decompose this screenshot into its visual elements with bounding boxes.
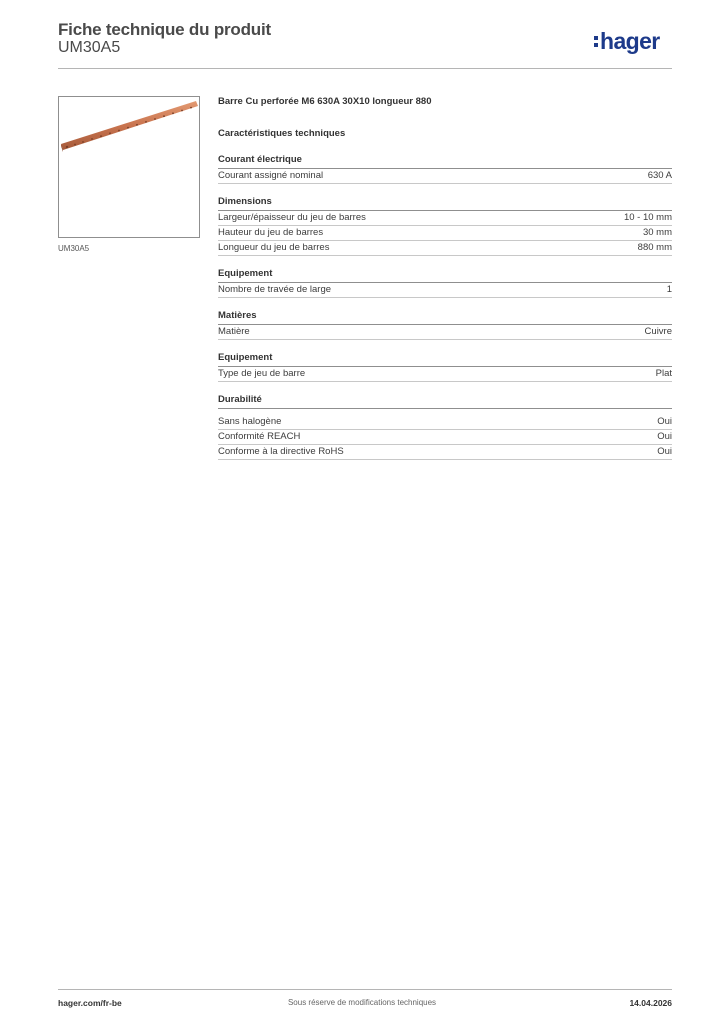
characteristics-heading: Caractéristiques techniques	[218, 128, 346, 139]
group-title: Equipement	[218, 268, 672, 283]
spec-row	[218, 283, 672, 298]
spec-label: Longueur du jeu de barres	[218, 242, 330, 253]
logo-dots-icon	[594, 36, 598, 47]
page-title: Fiche technique du produit	[58, 20, 271, 39]
product-name: Barre Cu perforée M6 630A 30X10 longueur 880	[218, 96, 432, 107]
footer-website-link[interactable]: hager.com/fr-be	[58, 998, 122, 1008]
spec-value: Oui	[657, 431, 672, 442]
header-divider	[58, 68, 672, 69]
spec-label: Type de jeu de barre	[218, 368, 306, 379]
spec-label: Largeur/épaisseur du jeu de barres	[218, 212, 366, 223]
spec-value: Cuivre	[644, 326, 672, 337]
spec-row	[218, 226, 672, 241]
logo-text: hager	[600, 28, 660, 54]
spec-label: Nombre de travée de large	[218, 284, 332, 295]
spec-row	[218, 445, 672, 460]
group-title: Dimensions	[218, 196, 672, 211]
spec-row	[218, 430, 672, 445]
spec-value: 630 A	[647, 170, 672, 181]
spec-value: 30 mm	[642, 227, 672, 238]
spec-group-equipement	[218, 268, 672, 298]
spec-label: Sans halogène	[218, 416, 282, 427]
spec-label: Conformité REACH	[218, 431, 301, 442]
spec-row	[218, 211, 672, 226]
spec-group-dimensions	[218, 196, 672, 256]
footer-divider	[58, 989, 672, 990]
spec-content	[218, 96, 672, 460]
spec-row	[218, 415, 672, 430]
spec-value: Plat	[655, 368, 672, 379]
spec-label: Courant assigné nominal	[218, 170, 324, 181]
spec-group-durabilite	[218, 394, 672, 460]
spec-group-courant	[218, 154, 672, 184]
spec-row	[218, 367, 672, 382]
spec-value: Oui	[657, 446, 672, 457]
spec-group-equipement-2	[218, 352, 672, 382]
spec-row	[218, 169, 672, 184]
group-title: Durabilité	[218, 394, 672, 409]
footer-date: 14.04.2026	[629, 998, 672, 1008]
spec-label: Hauteur du jeu de barres	[218, 227, 324, 238]
group-title: Matières	[218, 310, 672, 325]
hager-logo	[594, 28, 660, 55]
copper-busbar-image	[59, 97, 201, 239]
product-image-frame	[58, 96, 200, 238]
image-caption: UM30A5	[58, 244, 90, 253]
spec-value: 880 mm	[637, 242, 672, 253]
spec-row	[218, 325, 672, 340]
group-title: Courant électrique	[218, 154, 672, 169]
spec-value: Oui	[657, 416, 672, 427]
spec-value: 1	[666, 284, 672, 295]
spec-row	[218, 241, 672, 256]
spec-label: Conforme à la directive RoHS	[218, 446, 344, 457]
spec-value: 10 - 10 mm	[623, 212, 672, 223]
spec-label: Matière	[218, 326, 250, 337]
group-title: Equipement	[218, 352, 672, 367]
footer-disclaimer: Sous réserve de modifications techniques	[287, 998, 437, 1007]
product-reference: UM30A5	[58, 39, 121, 56]
spec-group-matieres	[218, 310, 672, 340]
